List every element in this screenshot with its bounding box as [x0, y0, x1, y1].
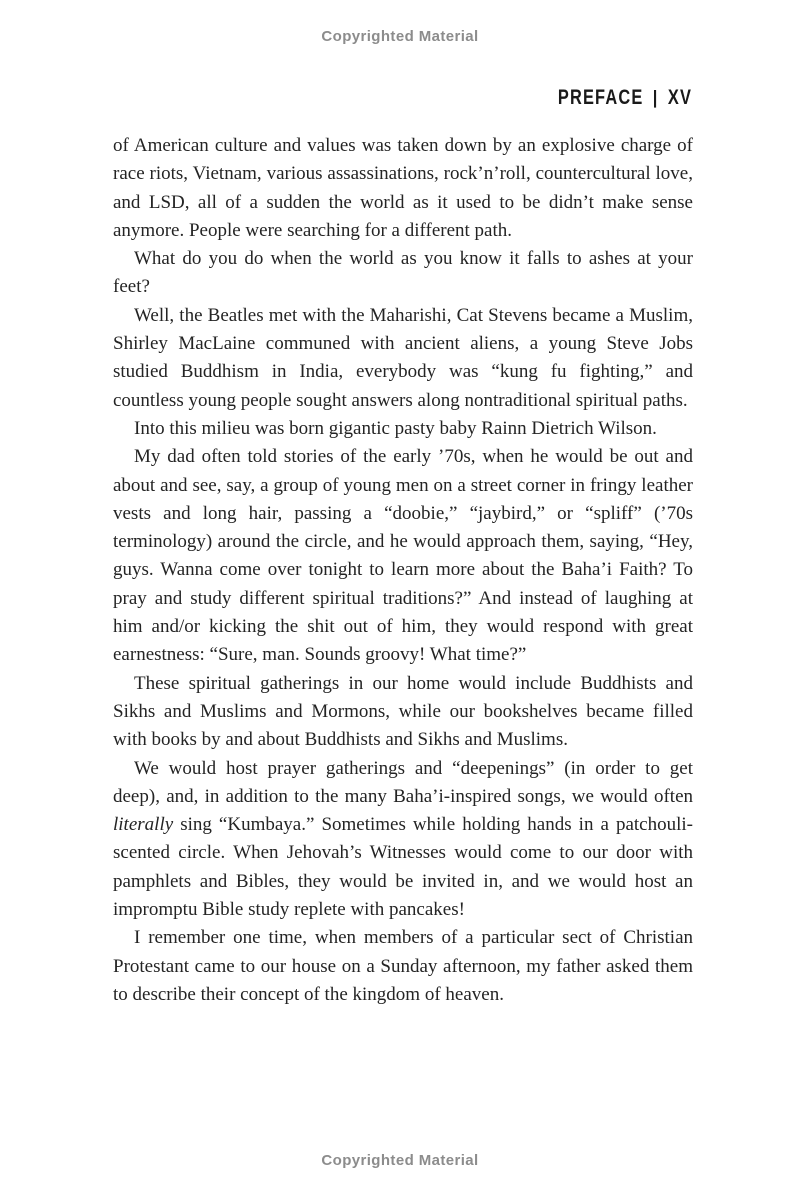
body-paragraph: [113, 755, 693, 925]
section-label: PREFACE: [557, 86, 644, 109]
body-paragraph: [113, 415, 693, 443]
text-run: We would host prayer gatherings and “deepenings” (in order to get deep), and, in addition to the many Baha’i-inspired songs, we would often: [113, 757, 693, 807]
body-paragraph: [113, 132, 693, 245]
text-run: These spiritual gatherings in our home would include Buddhists and Sikhs and Muslims and Mormons, while our bookshelves became filled with books by and about Buddhists and Sikhs and Muslims.: [113, 672, 693, 751]
copyright-notice-top: Copyrighted Material: [321, 28, 479, 45]
text-run: Well, the Beatles met with the Maharishi, Cat Stevens became a Muslim, Shirley MacLaine communed with ancient aliens, a young Steve Jobs studied Buddhism in India, everybody was “kung fu fighting,” and countless young people sought answers along nontraditional spiritual paths.: [113, 304, 693, 411]
text-run: of American culture and values was taken down by an explosive charge of race riots, Vietnam, various assassinations, rock’n’roll, countercultural love, and LSD, all of a sudden the world as it used to be didn’t make sense anymore. People were searching for a different path.: [113, 135, 693, 241]
body-paragraph: [113, 670, 693, 755]
text-run: sing “Kumbaya.” Sometimes while holding hands in a patchouli-scented circle. When Jehovah’s Witnesses would come to our door with pamphlets and Bibles, they would be invited in, and we would host an impromptu Bible study replete with pancakes!: [113, 814, 693, 921]
copyright-notice-bottom: Copyrighted Material: [321, 1152, 479, 1169]
text-run: I remember one time, when members of a particular sect of Christian Protestant came to our house on a Sunday afternoon, my father asked them to describe their concept of the kingdom of heaven.: [113, 927, 693, 1005]
body-paragraph: [113, 245, 693, 302]
header-separator: |: [652, 87, 659, 108]
running-header: [558, 86, 692, 110]
italic-text-run: literally: [113, 814, 174, 836]
body-paragraph: [113, 443, 693, 669]
text-run: My dad often told stories of the early ’70s, when he would be out and about and see, say, a group of young men on a street corner in fringy leather vests and long hair, passing a “doobie,” “jaybird,” or “spliff” (’70s terminology) around the circle, and he would approach them, saying, “Hey, guys. Wanna come over tonight to learn more about the Baha’i Faith? To pray and study different spiritual traditions?” And instead of laughing at him and/or kicking the shit out of him, they would respond with great earnestness: “Sure, man. Sounds groovy! What time?”: [113, 446, 693, 666]
text-run: Into this milieu was born gigantic pasty baby Rainn Dietrich Wilson.: [134, 417, 657, 439]
body-paragraph: [113, 924, 693, 1009]
page-body: [113, 132, 693, 1009]
body-paragraph: [113, 302, 693, 415]
text-run: What do you do when the world as you know it falls to ashes at your feet?: [113, 248, 693, 298]
page-number: XV: [667, 86, 692, 109]
